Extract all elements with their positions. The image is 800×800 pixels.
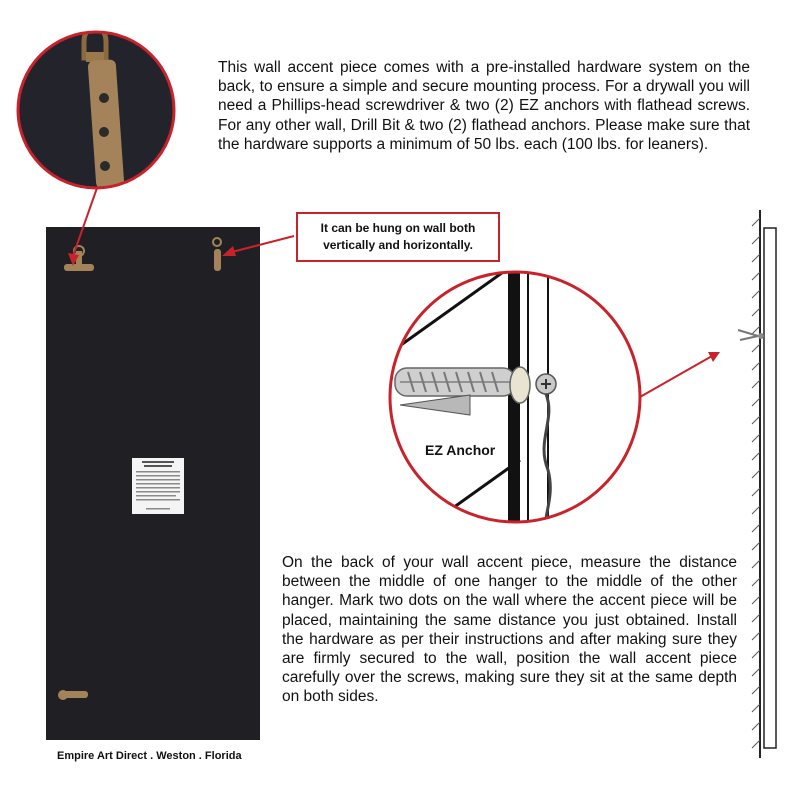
hanger-top-right-icon xyxy=(213,238,221,271)
intro-instructions: This wall accent piece comes with a pre-installed hardware system on the back, to ensure a simple and secure mounting process. For a drywall you will need a Phillips-head screwdriver & two (2) EZ anchors with flathead screws. For any other wall, Drill Bit & two (2) flathead anchors. Please make sure that the hardware supports a minimum of 50 lbs. each (100 lbs. for leaners). xyxy=(218,59,750,153)
ez-anchor-closeup-icon xyxy=(380,260,640,560)
pointer-line-top xyxy=(73,188,97,256)
wall-side-view-icon xyxy=(738,210,776,758)
company-footer: Empire Art Direct . Weston . Florida xyxy=(57,750,242,762)
orientation-callout: It can be hung on wall both vertically and horizontally. xyxy=(296,212,500,262)
hanger-top-left-icon xyxy=(64,246,94,271)
hanger-bottom-left-icon xyxy=(59,691,88,699)
hanger-closeup-icon xyxy=(18,28,174,189)
pointer-arrowhead-callout-icon xyxy=(222,246,236,256)
mounting-steps: On the back of your wall accent piece, measure the distance between the middle of one hanger to the middle of the other hanger. Mark two dots on the wall where the accent piece will be placed, maintaining the same distance you just obtained. Install the hardware as per their instructions and after making sure they are firmly secured to the wall, position the wall accent piece carefully over the screws, making sure they sit at the same depth on both sides. xyxy=(282,554,737,706)
pointer-line-callout xyxy=(232,236,294,252)
ez-anchor-label: EZ Anchor xyxy=(425,442,496,458)
pointer-line-anchor xyxy=(640,356,712,397)
